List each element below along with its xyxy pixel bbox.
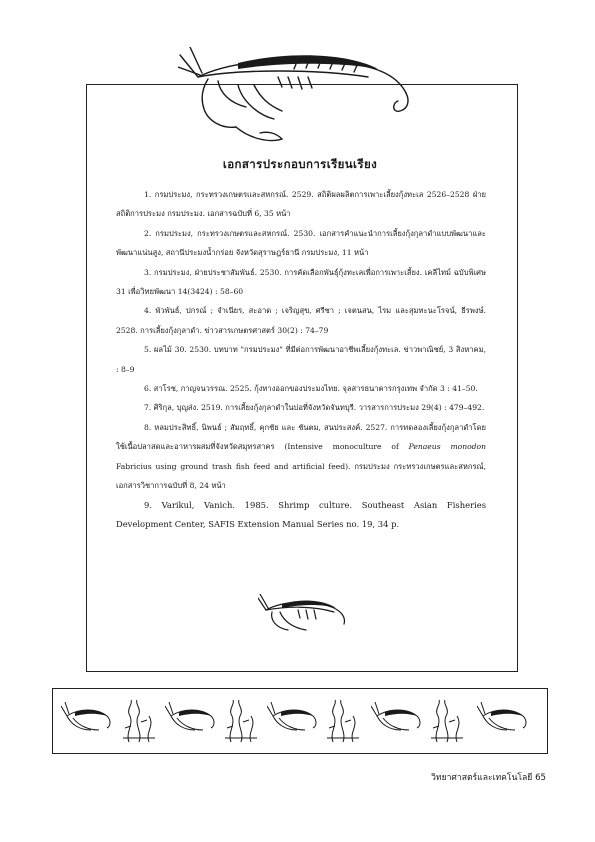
page-heading: เอกสารประกอบการเรียนเรียง [222,157,378,171]
reference-item-english [116,496,486,535]
shrimp-icon [267,698,319,744]
reference-item: 8. หลมประสิทธิ์, นิพนธ์ ; สัมฤทธิ์, คุกชัย และ ชันตม, สนประสงค์. 2527. การทดลองเลี้ยงกุ้งกุลาดำโดยใช้เนื้อปลาสดและอาหารผสมที่จังหวัดสมุทรสาคร (Intensive monoculture of Penaeus monodon Fabricius using ground trash fish feed and artificial feed). กรมประมง กระทรวงเกษตรและสหกรณ์, เอกสารวิชาการฉบับที่ 8, 24 หน้า [116,422,486,491]
page-footer: วิทยาศาสตร์และเทคโนโลยี 65 [431,773,546,783]
reference-item: 7. ศิริกุล, บุญส่ง. 2519. การเลี้ยงกุ้งกุลาดำในบ่อที่จังหวัดจันทบุรี. วารสารการประมง 29(4) : 479–492. [144,403,485,413]
seaweed-icon [217,698,269,744]
reference-list [116,185,486,534]
shrimp-icon [477,698,529,744]
reference-authors: 9. Varikul, Vanich. 1985. [144,499,269,510]
shrimp-small-illustration [258,594,350,638]
reference-item: 2. กรมประมง, กระทรวงเกษตรและสหกรณ์. 2530. เอกสารคำแนะนำการเลี้ยงกุ้งกุลาดำแบบพัฒนาและพัฒนาแน่นสูง, สถานีประมงน้ำกร่อย จังหวัดสุราษฎร์ธานี กรมประมง, 11 หน้า [116,228,486,258]
decorative-band [52,688,548,754]
shrimp-icon [371,698,423,744]
seaweed-icon [319,698,371,744]
seaweed-icon [115,698,167,744]
reference-item: 3. กรมประมง, ฝ่ายประชาสัมพันธ์. 2530. การคัดเลือกพันธุ์กุ้งทะเลเพื่อการเพาะเลี้ยง. เคลีไทม์ ฉบับพิเศษ 31 เพื่อวิทยพัฒนา 14(3424) : 58–60 [116,267,486,297]
reference-item: 5. ผลไม้ 30. 2530. บทบาท "กรมประมง" ที่มีต่อการพัฒนาอาชีพเลี้ยงกุ้งทะเล. ข่าวพาณิชย์, 3 สิงหาคม, : 8–9 [116,345,486,374]
reference-item: 4. พัวพันธ์, ปกรณ์ ; จำเนียร, สะอาด ; เจริญสุข, ศรีชา ; เจตนสน, ไรม และสุมทะนะโรจน์, ธีรพงษ์. 2528. การเลี้ยงกุ้งกุลาดำ. ข่าวสารเกษตรศาสตร์ 30(2) : 74–79 [116,306,486,335]
reference-item: 1. กรมประมง, กระทรวงเกษตรและสหกรณ์. 2529. สถิติผลผลิตการเพาะเลี้ยงกุ้งทะเล 2526–2528 ฝ่ายสถิติการประมง กรมประมง. เอกสารฉบับที่ 6, 35 หน้า [116,190,486,219]
shrimp-icon [165,698,217,744]
reference-text: Shrimp culture. Southeast Asian Fisheries Development Center, SAFIS Extension Manual Series no. 19, 34 p. [116,499,486,529]
shrimp-icon [61,698,113,744]
seaweed-icon [423,698,475,744]
species-name: Penaeus monodon [408,442,486,452]
reference-item: 6. สาโรช, กาญจนวรรณ. 2525. กุ้งทางออกของประมงไทย. จุลสารธนาคารกรุงเทพ จำกัด 3 : 41–50. [144,384,478,394]
